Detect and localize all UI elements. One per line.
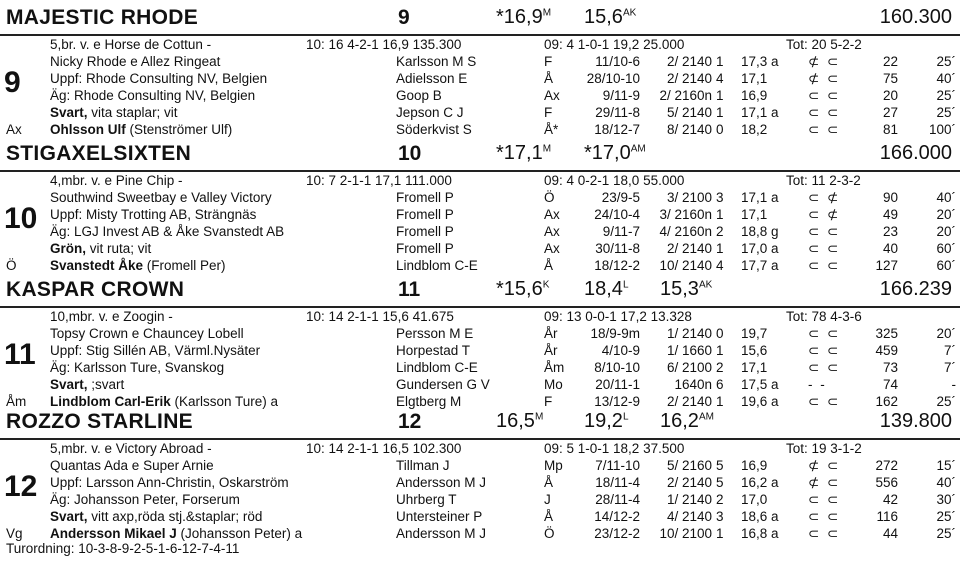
start-date: 7/11-10 <box>595 458 640 473</box>
horse-header <box>0 142 960 172</box>
stats-2010: 10: 16 4-2-1 16,9 135.300 <box>306 37 462 52</box>
start-dist: 6/ 2100 <box>666 360 712 375</box>
horse-detail-line: Southwind Sweetbay e Valley Victory <box>50 190 272 205</box>
start-odds: 325 <box>875 326 898 341</box>
start-date: 28/11-4 <box>595 492 640 507</box>
total-earnings: 166.000 <box>879 142 952 164</box>
start-date: 8/10-10 <box>594 360 640 375</box>
start-date: 18/12-7 <box>594 122 640 137</box>
start-sym: ⊂ ⊂ <box>808 360 841 375</box>
start-place: 0 <box>716 122 724 137</box>
start-odds: 162 <box>875 394 898 409</box>
start-time: 18,8 g <box>741 224 779 239</box>
start-driver: Karlsson M S <box>396 54 477 69</box>
region-code: Ö <box>6 258 17 273</box>
horse-block <box>0 136 960 273</box>
start-sym: ⊄ ⊂ <box>808 458 841 473</box>
start-place: 1 <box>716 207 724 222</box>
start-driver: Jepson C J <box>396 105 464 120</box>
start-track: Mp <box>544 458 563 473</box>
start-dist: 10/ 2100 <box>659 526 712 541</box>
stats-2009: 09: 5 1-0-1 18,2 37.500 <box>544 441 685 456</box>
start-row <box>0 53 960 70</box>
bold-prefix: Grön, <box>50 241 86 256</box>
start-date: 23/12-2 <box>594 526 640 541</box>
start-row <box>0 457 960 474</box>
start-odds: 272 <box>875 458 898 473</box>
pedigree-info: 5,mbr. v. e Victory Abroad - <box>50 441 212 456</box>
horse-name: STIGAXELSIXTEN <box>6 142 192 165</box>
bold-prefix: Svart, <box>50 509 88 524</box>
region-code: Ax <box>6 122 22 137</box>
record-suffix: M <box>534 411 544 423</box>
start-date: 9/11-7 <box>602 224 640 239</box>
start-row <box>0 525 960 542</box>
horse-name: ROZZO STARLINE <box>6 410 193 433</box>
record-time: $16,2^{AM}$ <box>660 410 714 432</box>
start-place: 3 <box>716 190 724 205</box>
start-prize: 7´ <box>943 360 956 375</box>
start-sym: ⊂ ⊂ <box>808 343 841 358</box>
start-sym: ⊄ ⊂ <box>808 475 841 490</box>
horse-detail-line: Uppf: Larsson Ann-Christin, Oskarström <box>50 475 289 490</box>
start-track: Ö <box>544 526 555 541</box>
big-start-number: 11 <box>4 338 36 371</box>
record-time: $15,3^{AK}$ <box>660 278 713 300</box>
bold-prefix: Ohlsson Ulf <box>50 122 126 137</box>
record-suffix: M <box>542 7 552 19</box>
start-number: 11 <box>398 278 421 301</box>
start-odds: 556 <box>875 475 898 490</box>
record-time: $16,5^M$ <box>496 410 544 432</box>
horse-detail-line: Äg: LGJ Invest AB & Åke Svanstedt AB <box>50 224 285 239</box>
big-start-number: 9 <box>4 66 21 99</box>
horse-block <box>0 272 960 409</box>
start-place: 1 <box>716 54 724 69</box>
start-date: 4/10-9 <box>601 343 640 358</box>
start-track: År <box>544 326 558 341</box>
start-time: 18,2 <box>741 122 768 137</box>
horse-header <box>0 410 960 440</box>
start-time: 17,1 a <box>741 105 779 120</box>
bold-prefix: Lindblom Carl-Erik <box>50 394 171 409</box>
start-time: 18,6 a <box>741 509 779 524</box>
start-time: 17,5 a <box>741 377 779 392</box>
start-row <box>0 376 960 393</box>
start-time: 16,9 <box>741 458 768 473</box>
start-prize: 15´ <box>936 458 956 473</box>
start-place: 1 <box>716 343 724 358</box>
start-track: F <box>544 105 553 120</box>
start-track: Ax <box>544 241 560 256</box>
start-place: 2 <box>716 360 724 375</box>
start-row <box>0 223 960 240</box>
record-suffix: AK <box>698 279 713 291</box>
start-dist: 1/ 2140 <box>666 492 712 507</box>
start-row <box>0 474 960 491</box>
start-driver: Tillman J <box>396 458 450 473</box>
horse-detail-line: Äg: Rhode Consulting NV, Belgien <box>50 88 256 103</box>
start-time: 19,7 <box>741 326 768 341</box>
start-odds: 27 <box>882 105 898 120</box>
start-track: Ax <box>544 88 560 103</box>
start-order: Turordning: 10-3-8-9-2-5-1-6-12-7-4-11 <box>6 541 240 556</box>
start-driver: Untersteiner P <box>396 509 483 524</box>
horse-detail-line: Äg: Johansson Peter, Forserum <box>50 492 240 507</box>
start-sym: ⊂ ⊂ <box>808 105 841 120</box>
horse-detail-line: Topsy Crown e Chauncey Lobell <box>50 326 244 341</box>
start-row <box>0 491 960 508</box>
start-odds: 42 <box>882 492 898 507</box>
start-date: 20/11-1 <box>595 377 640 392</box>
start-row <box>0 189 960 206</box>
start-place: 0 <box>716 326 724 341</box>
start-odds: 44 <box>882 526 898 541</box>
start-place: 1 <box>716 394 724 409</box>
start-row <box>0 508 960 525</box>
start-prize: 40´ <box>936 190 956 205</box>
start-odds: 22 <box>882 54 898 69</box>
start-prize: 60´ <box>936 241 956 256</box>
start-place: 1 <box>716 88 724 103</box>
start-driver: Uhrberg T <box>396 492 457 507</box>
start-time: 17,1 <box>741 360 768 375</box>
start-dist: 5/ 2140 <box>666 105 712 120</box>
start-time: 17,1 <box>741 207 768 222</box>
start-prize: 20´ <box>936 326 956 341</box>
start-dist: 2/ 2160n <box>659 88 712 103</box>
horse-detail-line: Uppf: Stig Sillén AB, Värml.Nysäter <box>50 343 261 358</box>
horse-name: KASPAR CROWN <box>6 278 185 301</box>
record-time: $*17,1^M$ <box>496 142 552 164</box>
start-odds: 75 <box>882 71 898 86</box>
start-sym: ⊂ ⊂ <box>808 241 841 256</box>
start-driver: Andersson M J <box>396 526 487 541</box>
start-dist: 4/ 2140 <box>666 509 712 524</box>
pedigree-info: 10,mbr. v. e Zoogin - <box>50 309 173 324</box>
start-prize: 100´ <box>928 122 956 137</box>
start-time: 17,0 a <box>741 241 779 256</box>
start-sym: ⊂ ⊄ <box>808 190 841 205</box>
record-time: $*17,0^{AM}$ <box>584 142 646 164</box>
start-driver: Horpestad T <box>396 343 471 358</box>
stats-2009: 09: 13 0-0-1 17,2 13.328 <box>544 309 692 324</box>
start-dist: 3/ 2100 <box>666 190 712 205</box>
start-odds: 73 <box>882 360 898 375</box>
start-place: 2 <box>716 492 724 507</box>
start-odds: 459 <box>875 343 898 358</box>
start-dist: 8/ 2140 <box>666 122 712 137</box>
horse-detail-line: Svanstedt Åke (Fromell Per) <box>50 258 226 273</box>
start-date: 29/11-8 <box>595 105 640 120</box>
start-row <box>0 325 960 342</box>
stats-total: Tot: 19 3-1-2 <box>786 441 862 456</box>
start-row <box>0 359 960 376</box>
region-code: Åm <box>6 394 27 409</box>
start-row <box>0 70 960 87</box>
start-track: År <box>544 343 558 358</box>
start-place: 3 <box>716 509 724 524</box>
start-time: 16,9 <box>741 88 768 103</box>
horse-detail-line: Quantas Ada e Super Arnie <box>50 458 214 473</box>
stats-total: Tot: 11 2-3-2 <box>786 173 861 188</box>
start-dist: 1/ 2140 <box>666 326 712 341</box>
horse-detail-line: Ohlsson Ulf (Stenströmer Ulf) <box>50 122 233 137</box>
start-sym: ⊂ ⊂ <box>808 224 841 239</box>
horse-detail-line: Svart, ;svart <box>50 377 125 392</box>
start-odds: 127 <box>875 258 898 273</box>
start-dist: 10/ 2140 <box>659 258 712 273</box>
start-time: 16,2 a <box>741 475 779 490</box>
record-suffix: L <box>622 279 629 291</box>
start-date: 24/10-4 <box>594 207 640 222</box>
start-time: 16,8 a <box>741 526 779 541</box>
start-prize: 20´ <box>936 207 956 222</box>
total-earnings: 139.800 <box>879 410 952 432</box>
big-start-number: 12 <box>4 470 38 503</box>
start-dist: 4/ 2160n <box>659 224 712 239</box>
start-driver: Fromell P <box>396 207 454 222</box>
big-start-number: 10 <box>4 202 38 235</box>
horse-detail-line: Andersson Mikael J (Johansson Peter) a <box>50 526 303 541</box>
record-suffix: K <box>542 279 550 291</box>
horse-name: MAJESTIC RHODE <box>6 6 199 29</box>
start-place: 2 <box>716 224 724 239</box>
stats-2010: 10: 14 2-1-1 16,5 102.300 <box>306 441 462 456</box>
record-time: $*16,9^M$ <box>496 6 552 28</box>
start-prize: 25´ <box>936 509 956 524</box>
start-track: Ö <box>544 190 555 205</box>
pedigree-info: 4,mbr. v. e Pine Chip - <box>50 173 183 188</box>
horse-detail-line: Svart, vita staplar; vit <box>50 105 178 120</box>
start-number: 9 <box>398 6 410 29</box>
start-prize: 40´ <box>936 71 956 86</box>
start-row <box>0 87 960 104</box>
start-time: 17,0 <box>741 492 768 507</box>
horse-detail-line: Grön, vit ruta; vit <box>50 241 152 256</box>
start-dist: 2/ 2140 <box>666 394 712 409</box>
horse-header <box>0 6 960 36</box>
start-sym: ⊄ ⊂ <box>808 54 841 69</box>
start-dist: 5/ 2160 <box>666 458 712 473</box>
start-number: 12 <box>398 410 422 433</box>
start-track: Mo <box>544 377 563 392</box>
start-track: Å <box>544 71 554 86</box>
start-date: 23/9-5 <box>601 190 640 205</box>
start-place: 1 <box>716 241 724 256</box>
horse-detail-line: Lindblom Carl-Erik (Karlsson Ture) a <box>50 394 279 409</box>
start-track: Å <box>544 509 554 524</box>
start-driver: Adielsson E <box>396 71 468 86</box>
horse-detail-line: Uppf: Misty Trotting AB, Strängnäs <box>50 207 257 222</box>
start-row <box>0 206 960 223</box>
start-driver: Elgtberg M <box>396 394 462 409</box>
start-sym: ⊂ ⊄ <box>808 207 841 222</box>
horse-info-row <box>0 172 960 189</box>
start-place: 1 <box>716 105 724 120</box>
start-dist: 2/ 2140 <box>666 475 712 490</box>
record-suffix: AM <box>698 411 714 423</box>
start-sym: ⊂ ⊂ <box>808 258 841 273</box>
horse-detail-line: Äg: Karlsson Ture, Svanskog <box>50 360 225 375</box>
start-prize: 60´ <box>936 258 956 273</box>
start-row <box>0 104 960 121</box>
start-number: 10 <box>398 142 422 165</box>
start-driver: Andersson M J <box>396 475 487 490</box>
start-date: 18/12-2 <box>594 258 640 273</box>
start-track: Å <box>544 475 554 490</box>
start-sym: ⊂ ⊂ <box>808 326 841 341</box>
start-track: Å* <box>544 122 559 137</box>
start-prize: 20´ <box>936 224 956 239</box>
start-dist: 2/ 2140 <box>666 54 712 69</box>
stats-2009: 09: 4 0-2-1 18,0 55.000 <box>544 173 685 188</box>
start-odds: 74 <box>882 377 898 392</box>
start-sym: ⊄ ⊂ <box>808 71 841 86</box>
start-sym: - - <box>808 377 827 392</box>
horse-block <box>0 0 960 137</box>
record-suffix: L <box>622 411 629 423</box>
start-sym: ⊂ ⊂ <box>808 509 841 524</box>
start-prize: 25´ <box>936 105 956 120</box>
start-prize: 40´ <box>936 475 956 490</box>
start-track: J <box>544 492 551 507</box>
bold-prefix: Svanstedt Åke <box>50 258 144 273</box>
start-dist: 1/ 1660 <box>666 343 712 358</box>
region-code: Vg <box>6 526 23 541</box>
record-time: $*15,6^K$ <box>496 278 550 300</box>
stats-2010: 10: 14 2-1-1 15,6 41.675 <box>306 309 454 324</box>
start-sym: ⊂ ⊂ <box>808 394 841 409</box>
start-prize: 25´ <box>936 88 956 103</box>
record-suffix: AK <box>622 7 637 19</box>
start-date: 14/12-2 <box>594 509 640 524</box>
start-time: 17,1 <box>741 71 768 86</box>
start-dist: 3/ 2160n <box>659 207 712 222</box>
start-prize: - <box>951 377 956 392</box>
total-earnings: 160.300 <box>879 6 952 28</box>
start-date: 9/11-9 <box>602 88 640 103</box>
start-track: Åm <box>544 360 565 375</box>
record-time: $15,6^{AK}$ <box>584 6 637 28</box>
start-time: 15,6 <box>741 343 768 358</box>
start-date: 11/10-6 <box>595 54 640 69</box>
start-date: 30/11-8 <box>595 241 640 256</box>
start-odds: 20 <box>882 88 898 103</box>
start-place: 5 <box>716 458 724 473</box>
start-place: 5 <box>716 475 724 490</box>
start-dist: 1640n <box>674 377 712 392</box>
start-place: 6 <box>716 377 724 392</box>
pedigree-info: 5,br. v. e Horse de Cottun - <box>50 37 212 52</box>
total-earnings: 166.239 <box>879 278 952 300</box>
record-suffix: M <box>542 143 552 155</box>
stats-2009: 09: 4 1-0-1 19,2 25.000 <box>544 37 685 52</box>
horse-detail-line: Uppf: Rhode Consulting NV, Belgien <box>50 71 268 86</box>
start-track: Ax <box>544 207 560 222</box>
start-track: F <box>544 394 553 409</box>
start-date: 13/12-9 <box>594 394 640 409</box>
start-date: 28/10-10 <box>586 71 640 86</box>
start-row <box>0 342 960 359</box>
start-odds: 116 <box>876 509 898 524</box>
start-prize: 25´ <box>936 526 956 541</box>
start-driver: Fromell P <box>396 241 454 256</box>
start-odds: 81 <box>882 122 898 137</box>
start-place: 1 <box>716 526 724 541</box>
horse-detail-line: Nicky Rhode e Allez Ringeat <box>50 54 221 69</box>
start-driver: Lindblom C-E <box>396 360 478 375</box>
horse-block <box>0 404 960 541</box>
start-date: 18/11-4 <box>595 475 640 490</box>
start-prize: 25´ <box>936 394 956 409</box>
start-odds: 23 <box>882 224 898 239</box>
start-dist: 2/ 2140 <box>666 241 712 256</box>
start-place: 4 <box>716 71 724 86</box>
start-date: 18/9-9m <box>590 326 640 341</box>
start-prize: 25´ <box>936 54 956 69</box>
horse-info-row <box>0 36 960 53</box>
start-sym: ⊂ ⊂ <box>808 492 841 507</box>
start-time: 17,3 a <box>741 54 779 69</box>
start-driver: Persson M E <box>396 326 474 341</box>
start-driver: Gundersen G V <box>396 377 490 392</box>
start-track: Å <box>544 258 554 273</box>
start-track: F <box>544 54 553 69</box>
record-time: $19,2^L$ <box>584 410 629 432</box>
start-track: Ax <box>544 224 560 239</box>
record-suffix: AM <box>630 143 646 155</box>
bold-prefix: Svart, <box>50 105 88 120</box>
start-sym: ⊂ ⊂ <box>808 526 841 541</box>
start-odds: 90 <box>882 190 898 205</box>
start-place: 4 <box>716 258 724 273</box>
horse-info-row <box>0 308 960 325</box>
stats-total: Tot: 20 5-2-2 <box>786 37 862 52</box>
start-dist: 2/ 2140 <box>666 71 712 86</box>
start-time: 19,6 a <box>741 394 779 409</box>
horse-header <box>0 278 960 308</box>
start-sym: ⊂ ⊂ <box>808 122 841 137</box>
start-prize: 7´ <box>943 343 956 358</box>
start-prize: 30´ <box>936 492 956 507</box>
stats-2010: 10: 7 2-1-1 17,1 111.000 <box>306 173 452 188</box>
start-time: 17,7 a <box>741 258 779 273</box>
start-driver: Goop B <box>396 88 442 103</box>
start-driver: Fromell P <box>396 224 454 239</box>
start-odds: 49 <box>882 207 898 222</box>
horse-detail-line: Svart, vitt axp,röda stj.&staplar; röd <box>50 509 263 524</box>
start-driver: Söderkvist S <box>396 122 472 137</box>
bold-prefix: Andersson Mikael J <box>50 526 177 541</box>
horse-info-row <box>0 440 960 457</box>
stats-total: Tot: 78 4-3-6 <box>786 309 862 324</box>
start-odds: 40 <box>882 241 898 256</box>
start-driver: Lindblom C-E <box>396 258 478 273</box>
start-driver: Fromell P <box>396 190 454 205</box>
bold-prefix: Svart, <box>50 377 88 392</box>
start-sym: ⊂ ⊂ <box>808 88 841 103</box>
record-time: $18,4^L$ <box>584 278 629 300</box>
start-time: 17,1 a <box>741 190 779 205</box>
start-row <box>0 240 960 257</box>
